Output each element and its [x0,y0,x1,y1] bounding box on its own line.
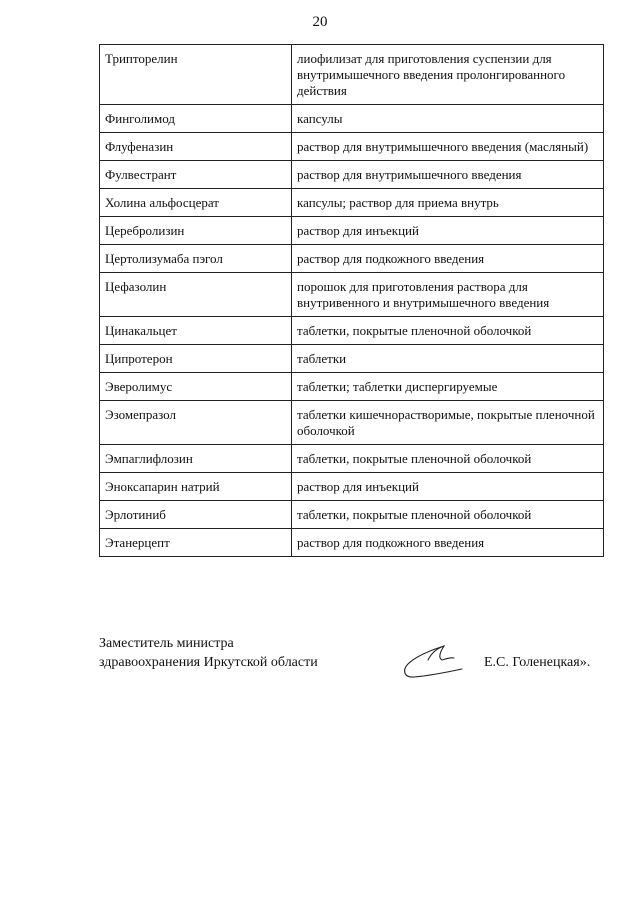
table-row [100,245,604,273]
table-row [100,217,604,245]
dosage-form-cell: таблетки кишечнорастворимые, покрытые пленочной оболочкой [292,401,604,445]
table-row [100,401,604,445]
table-row [100,317,604,345]
drug-name-cell: Цертолизумаба пэгол [100,245,292,273]
dosage-form-cell: таблетки, покрытые пленочной оболочкой [292,501,604,529]
dosage-form-cell: капсулы [292,105,604,133]
table-row [100,273,604,317]
dosage-form-cell: раствор для внутримышечного введения (масляный) [292,133,604,161]
dosage-form-cell: капсулы; раствор для приема внутрь [292,189,604,217]
drug-name-cell: Финголимод [100,105,292,133]
drug-name-cell: Цинакальцет [100,317,292,345]
table-row [100,105,604,133]
drug-name-cell: Флуфеназин [100,133,292,161]
dosage-form-cell: раствор для подкожного введения [292,245,604,273]
dosage-form-cell: таблетки, покрытые пленочной оболочкой [292,317,604,345]
drug-name-cell: Холина альфосцерат [100,189,292,217]
table-row [100,445,604,473]
dosage-form-cell: таблетки [292,345,604,373]
drug-name-cell: Эрлотиниб [100,501,292,529]
drug-name-cell: Этанерцепт [100,529,292,557]
drug-name-cell: Эверолимус [100,373,292,401]
table-row [100,529,604,557]
signatory-position [99,634,318,672]
drug-name-cell: Ципротерон [100,345,292,373]
drug-table-body [100,45,604,557]
signer-name: Е.С. Голенецкая». [484,655,591,670]
handwritten-signature-icon [398,640,468,682]
table-row [100,45,604,105]
drug-name-cell: Церебролизин [100,217,292,245]
dosage-form-cell: раствор для подкожного введения [292,529,604,557]
dosage-form-cell: раствор для внутримышечного введения [292,161,604,189]
table-row [100,189,604,217]
table-row [100,133,604,161]
table-row [100,501,604,529]
drug-name-cell: Эноксапарин натрий [100,473,292,501]
dosage-form-cell: раствор для инъекций [292,473,604,501]
drug-name-cell: Цефазолин [100,273,292,317]
dosage-form-cell: лиофилизат для приготовления суспензии для внутримышечного введения пролонгированного действия [292,45,604,105]
dosage-form-cell: порошок для приготовления раствора для внутривенного и внутримышечного введения [292,273,604,317]
table-row [100,161,604,189]
page-number: 20 [312,14,328,30]
drug-name-cell: Эмпаглифлозин [100,445,292,473]
dosage-form-cell: таблетки, покрытые пленочной оболочкой [292,445,604,473]
table-row [100,373,604,401]
position-line-2: здравоохранения Иркутской области [99,655,318,670]
dosage-form-cell: раствор для инъекций [292,217,604,245]
drug-name-cell: Эзомепразол [100,401,292,445]
dosage-form-cell: таблетки; таблетки диспергируемые [292,373,604,401]
table-row [100,473,604,501]
drug-table [99,44,604,557]
position-line-1: Заместитель министра [99,636,234,651]
drug-name-cell: Фулвестрант [100,161,292,189]
drug-name-cell: Трипторелин [100,45,292,105]
table-row [100,345,604,373]
